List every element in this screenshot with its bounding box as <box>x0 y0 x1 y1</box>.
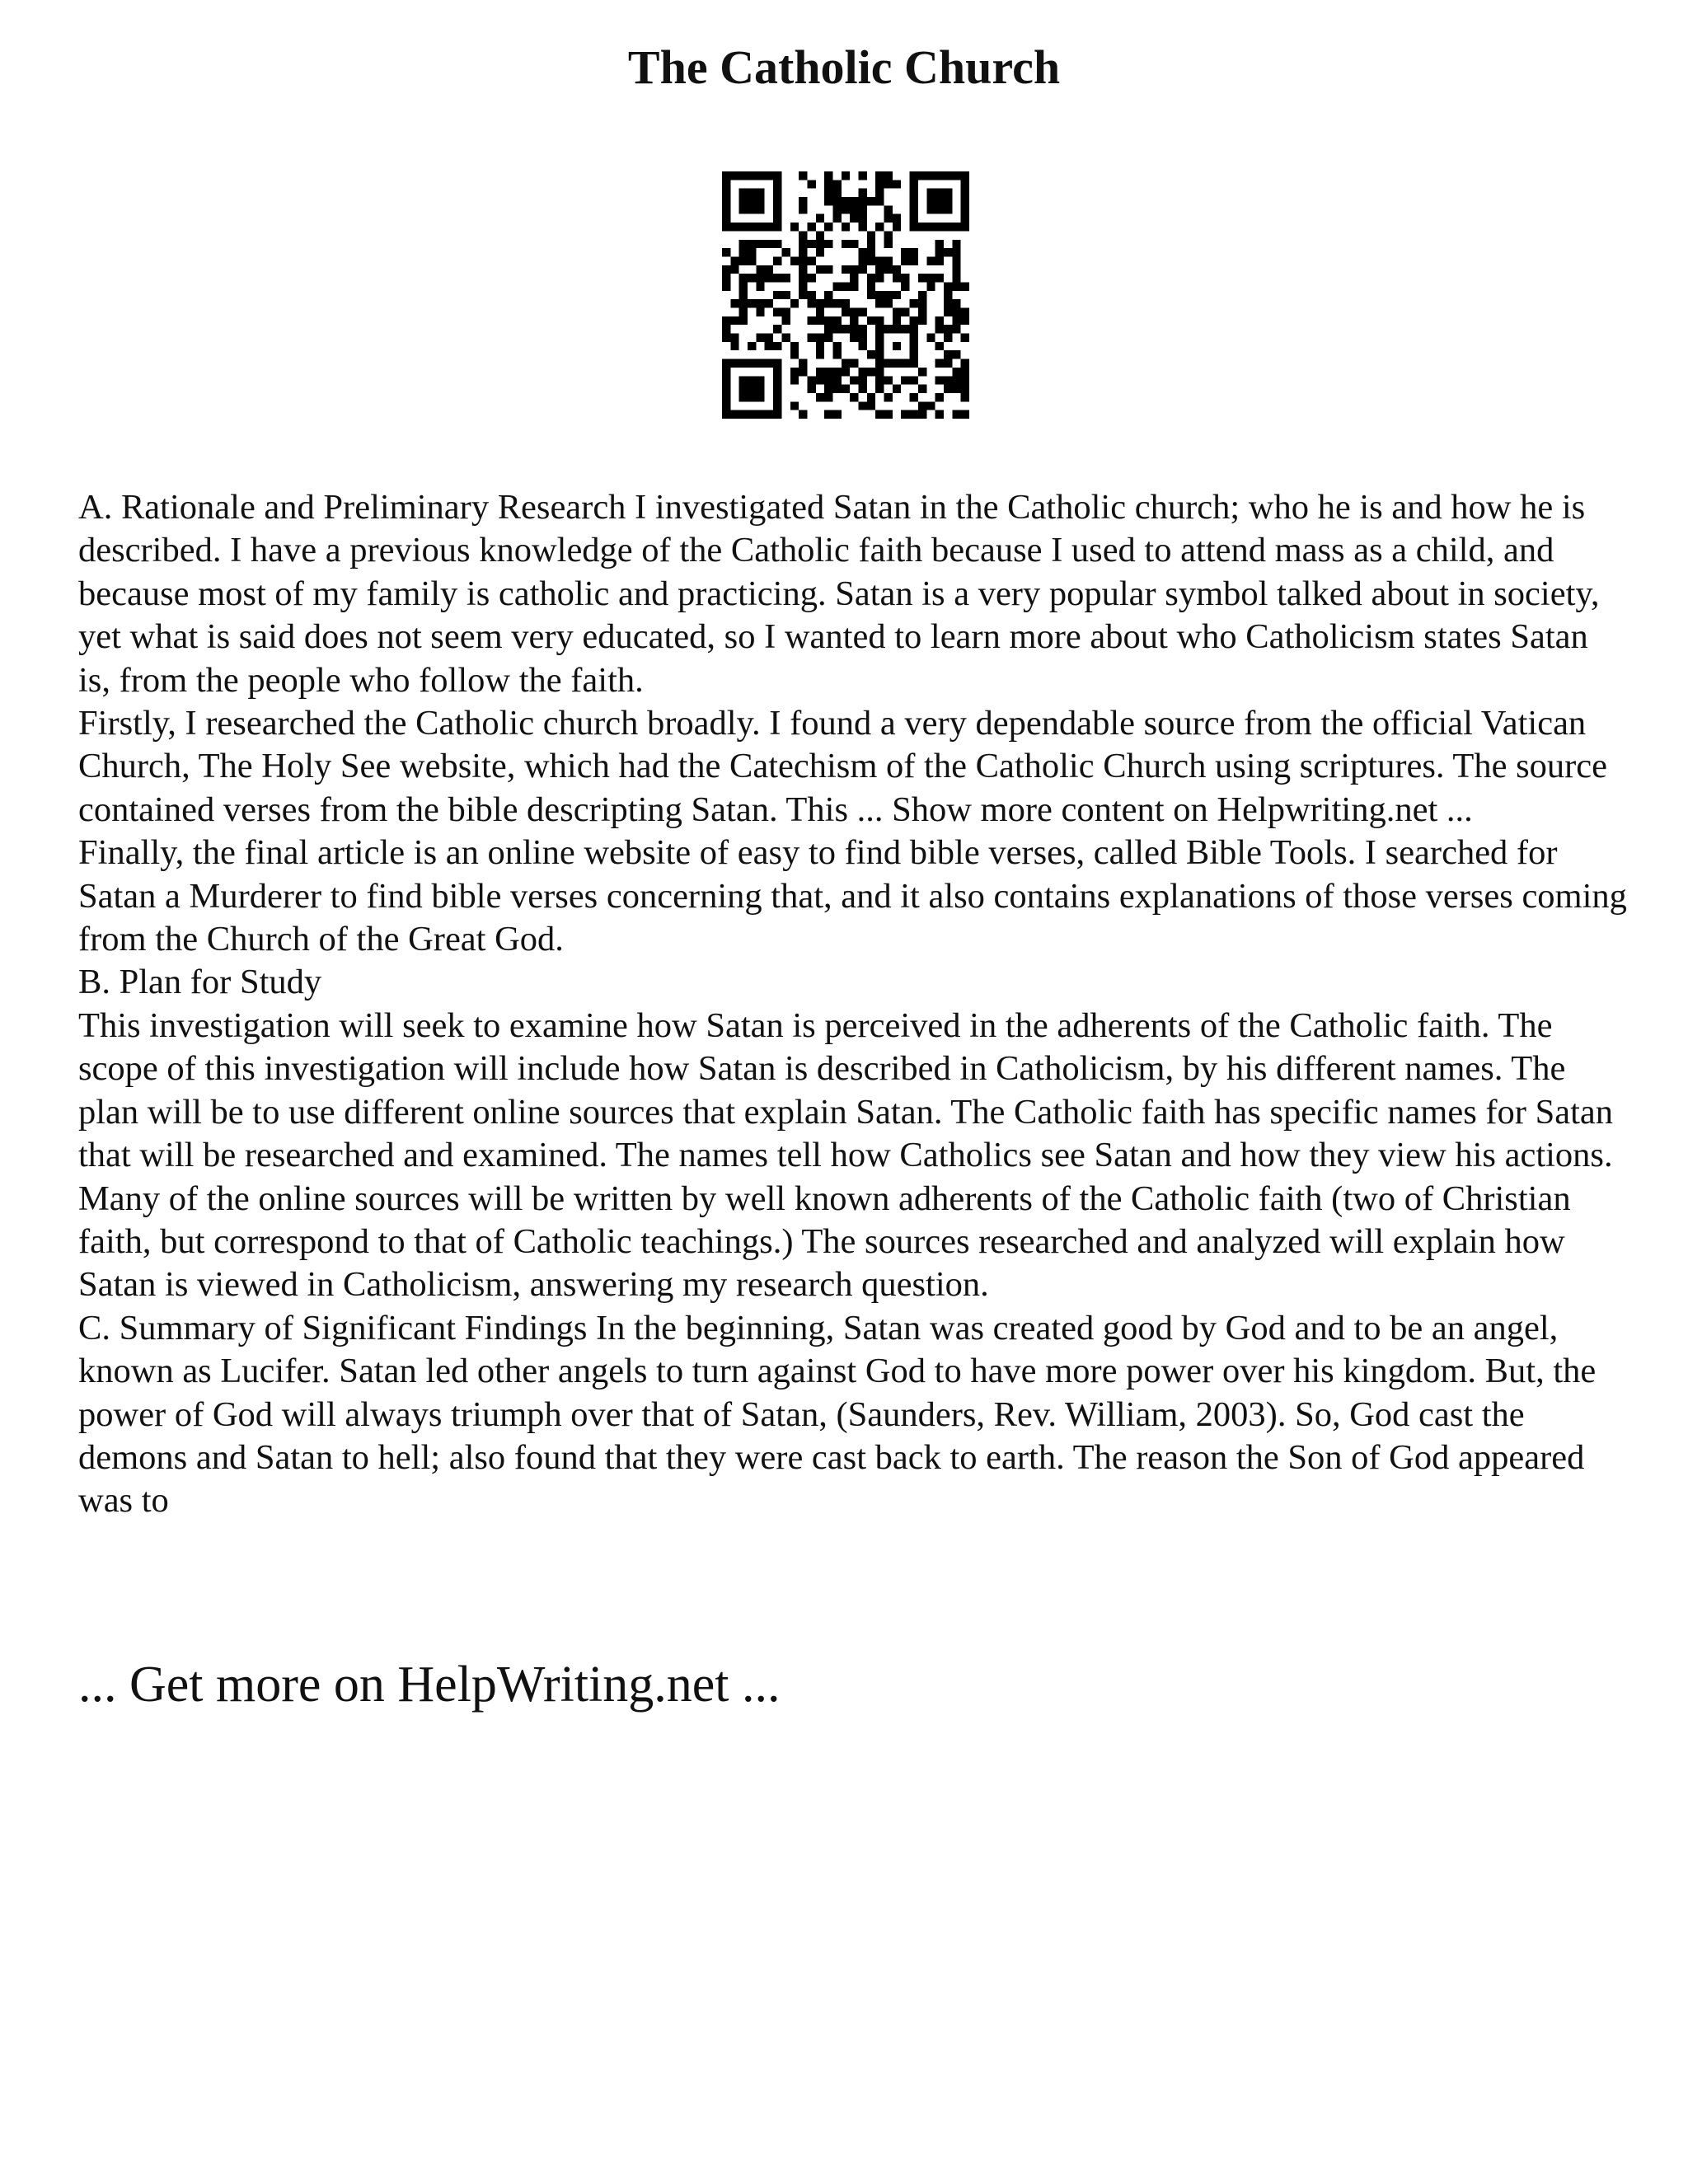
get-more-link[interactable]: ... Get more on HelpWriting.net ... <box>78 1657 781 1713</box>
qr-code-icon <box>722 171 969 419</box>
page-title: The Catholic Church <box>627 40 1061 94</box>
heading-plan-for-study: B. Plan for Study <box>78 963 322 1002</box>
paragraph-summary: C. Summary of Significant Findings In the beginning, Satan was created good by God and to be an angel, known as Lucifer. Satan led other angels to turn against God to have more power over his kingdom. But, the power of God will always triumph over that of Satan, (Saunders, Rev. William, 2003). So, God cast the demons and Satan to hell; also found that they were cast back to earth. The reason the Son of God appeared was to <box>78 1308 1597 1521</box>
paragraph-plan: This investigation will seek to examine how Satan is perceived in the adherents of the Catholic faith. The scope of this investigation will include how Satan is described in Catholicism, by his different names. The plan will be to use different online sources that explain Satan. The Catholic faith has specific names for Satan that will be researched and examined. The names tell how Catholics see Satan and how they view his actions. Many of the online sources will be written by well known adherents of the Catholic faith (two of Christian faith, but correspond to that of Catholic teachings.) The sources researched and analyzed will explain how Satan is viewed in Catholicism, answering my research question. <box>78 1005 1613 1305</box>
paragraph-finally: Finally, the final article is an online website of easy to find bible verses, called Bible Tools. I searched for Satan a Murderer to find bible verses concerning that, and it also contains explanations of those verses coming from the Church of the Great God. <box>78 833 1627 959</box>
article-body <box>78 486 1628 1523</box>
paragraph-firstly: Firstly, I researched the Catholic church broadly. I found a very dependable source from the official Vatican Church, The Holy See website, which had the Catechism of the Catholic Church using scriptures. The source contained verses from the bible descripting Satan. This ... Show more content on Helpwriting.net ... <box>78 704 1608 829</box>
paragraph-rationale: A. Rationale and Preliminary Research I investigated Satan in the Catholic church; who he is and how he is described. I have a previous knowledge of the Catholic faith because I used to attend mass as a child, and because most of my family is catholic and practicing. Satan is a very popular symbol talked about in society, yet what is said does not seem very educated, so I wanted to learn more about who Catholicism states Satan is, from the people who follow the faith. <box>78 488 1600 700</box>
